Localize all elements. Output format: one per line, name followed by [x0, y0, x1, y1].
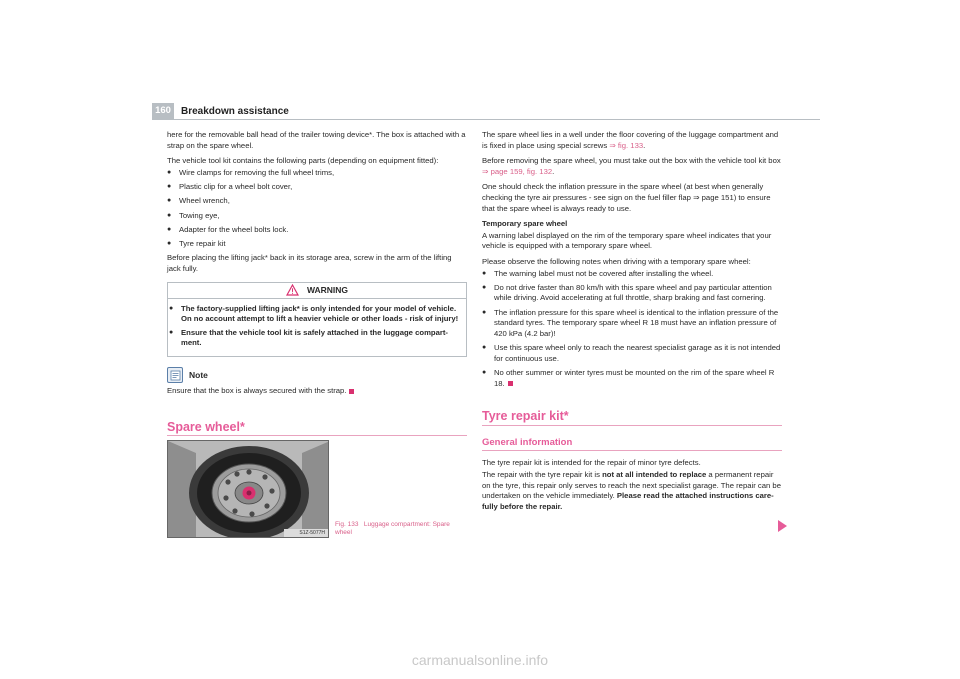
list-item: ● Tyre repair kit	[167, 239, 467, 250]
footer-watermark: carmanualsonline.info	[411, 652, 549, 668]
right-column	[482, 130, 782, 517]
list-item: ● Use this spare wheel only to reach the nearest specialist garage as it is not intended for continuous use.	[482, 343, 782, 364]
list-item: ● The inflation pressure for this spare wheel is identical to the inflation pressure of the standard tyres. The temporary spare wheel R 18 must have an inflation pressure of 420 kPa (4.2 bar)!	[482, 308, 782, 340]
warning-title: WARNING	[306, 284, 349, 295]
tool-kit-intro: The vehicle tool kit contains the following parts (depending on equipment fitted):	[167, 156, 439, 166]
list-item: ● No other summer or winter tyres must be mounted on the rim of the spare wheel R 18.	[482, 368, 782, 389]
note-text: Ensure that the box is always secured with the strap.	[167, 386, 467, 397]
warning-item: ● Ensure that the vehicle tool kit is safely attached in the luggage compart-ment.	[169, 328, 464, 349]
temporary-spare-list	[482, 269, 782, 390]
figure-link[interactable]: ⇒ fig. 133	[609, 140, 644, 150]
warning-triangle-icon	[286, 284, 299, 296]
jack-paragraph: Before placing the lifting jack* back in its storage area, screw in the arm of the lifting jack fully.	[167, 253, 452, 274]
tool-list	[167, 168, 467, 250]
list-item: ● Wire clamps for removing the full wheel trims,	[167, 168, 467, 179]
repair-kit-purpose: The tyre repair kit is intended for the repair of minor tyre defects.	[482, 458, 701, 468]
end-mark	[508, 381, 513, 386]
warning-body	[167, 299, 467, 357]
list-item: ● Do not drive faster than 80 km/h with this spare wheel and pay particular attention while driving. Avoid accelerating at full throttle, sharp braking and fast cornering.	[482, 283, 782, 304]
figure-code: S1Z-5077H	[299, 530, 325, 536]
page-link[interactable]: ⇒ page 159, fig. 132	[482, 166, 553, 176]
end-mark	[349, 389, 354, 394]
intro-paragraph: here for the removable ball head of the trailer towing device*. The box is attached with a strap on the spare wheel.	[167, 130, 466, 150]
note-icon	[167, 367, 183, 383]
note-title: Note	[189, 369, 208, 380]
list-item: ● Wheel wrench,	[167, 196, 467, 207]
section-title: Breakdown assistance	[181, 106, 289, 117]
header-rule	[152, 119, 820, 120]
warning-item: ● The factory-supplied lifting jack* is only intended for your model of vehicle. On no account attempt to lift a heavier vehicle or other loads - risk of injury!	[169, 304, 464, 325]
list-item: ● The warning label must not be covered after installing the wheel.	[482, 269, 782, 280]
temporary-spare-heading: Temporary spare wheel	[482, 219, 568, 229]
observe-notes-paragraph: Please observe the following notes when driving with a temporary spare wheel:	[482, 256, 751, 266]
list-item: ● Adapter for the wheel bolts lock.	[167, 225, 467, 236]
warning-box	[167, 282, 467, 357]
left-column	[167, 130, 467, 436]
continue-arrow-icon	[778, 520, 787, 532]
spare-wheel-location-paragraph: The spare wheel lies in a well under the floor covering of the luggage compartment and is fixed in place using special screws ⇒ fig. 133.	[482, 130, 779, 150]
general-information-heading: General information	[482, 438, 782, 452]
inflation-paragraph: One should check the inflation pressure in the spare wheel (at best when generally checking the tyre air pressures - see sign on the fuel filler flap ⇒ page 151) to ensure that the spare wheel is always ready to use.	[482, 182, 771, 213]
figure-caption: Fig. 133 Luggage compartment: Spare wheel	[335, 521, 450, 536]
note-header	[167, 367, 467, 383]
list-item: ● Plastic clip for a wheel bolt cover,	[167, 182, 467, 193]
repair-kit-paragraph: The repair with the tyre repair kit is not at all intended to replace a permanent repair on the tyre, this repair only serves to reach the next specialist garage. The repair can be undertaken on the vehicle immediately. Please read the attached instructions care-fully before the repair.	[482, 470, 781, 511]
list-item: ● Towing eye,	[167, 211, 467, 222]
temporary-spare-paragraph: A warning label displayed on the rim of the temporary spare wheel indicates that your vehicle is equipped with a temporary spare wheel.	[482, 230, 772, 251]
spare-wheel-heading: Spare wheel*	[167, 422, 467, 437]
page-number: 160	[152, 103, 174, 119]
remove-box-paragraph: Before removing the spare wheel, you must take out the box with the vehicle tool kit box ⇒ page 159, fig. 132.	[482, 156, 781, 176]
tyre-repair-kit-heading: Tyre repair kit*	[482, 411, 782, 426]
spare-wheel-illustration	[168, 441, 329, 538]
warning-header	[167, 282, 467, 299]
spare-wheel-figure	[167, 440, 329, 538]
